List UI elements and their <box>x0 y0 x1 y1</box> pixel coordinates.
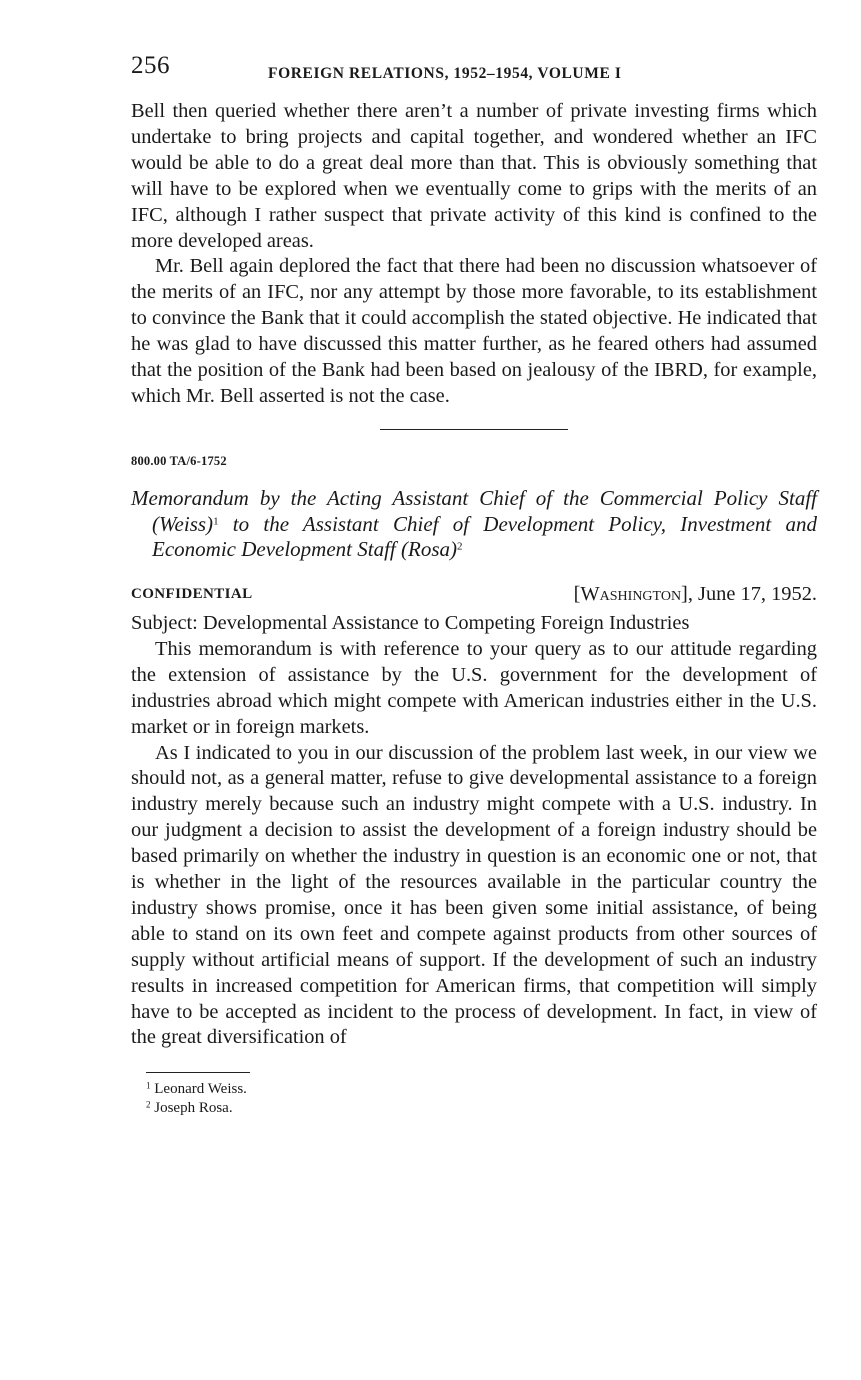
file-number: 800.00 TA/6-1752 <box>131 453 227 468</box>
document-title <box>131 486 817 563</box>
footnote-2 <box>146 1099 817 1118</box>
footnote-text-2: Joseph Rosa. <box>154 1100 233 1117</box>
title-part-1: Memorandum by the Acting Assistant Chief of the Commercial Policy Staff (Weiss) <box>131 485 817 536</box>
place: [Washington] <box>573 582 688 605</box>
classification-label: CONFIDENTIAL <box>131 585 253 602</box>
previous-paragraph-1: Bell then queried whether there aren’t a number of private investing firms which undertake to bring projects and capital together, and wondered whether an IFC would be able to do a great deal more than that. This is obviously something that will have to be explored when we eventually come to grips with the merits of an IFC, although I rather suspect that private activity of this kind is confined to the more developed areas. <box>131 100 817 252</box>
subject-line: Subject: Developmental Assistance to Competing Foreign Industries <box>131 611 690 634</box>
place-date <box>574 583 817 606</box>
dateline <box>131 583 817 609</box>
memo-paragraph-1: This memorandum is with reference to your query as to our attitude regarding the extension of assistance by the U.S. government for the development of industries abroad which might compete with American industries either in the U.S. market or in foreign markets. <box>131 637 817 738</box>
title-part-2: to the Assistant Chief of Development Policy, Investment and Economic Development Staff (Rosa) <box>152 511 817 562</box>
previous-paragraph-2: Mr. Bell again deplored the fact that there had been no discussion whatsoever of the merits of an IFC, nor any attempt by those more favorable, to its establishment to convince the Bank that it could accomplish the stated objective. He indicated that he was glad to have discussed this matter further, as he feared others had assumed that the position of the Bank had been based on jealousy of the IBRD, for example, which Mr. Bell asserted is not the case. <box>131 255 817 407</box>
memo-paragraph-2: As I indicated to you in our discussion of the problem last week, in our view we should not, as a general matter, refuse to give developmental assistance to a foreign industry merely because such an industry might compete with a U.S. industry. In our judgment a decision to assist the development of a foreign industry should be based primarily on whether the industry in question is an economic one or not, that is whether in the light of the resources available in the particular country the industry shows promise, once it has been given some initial assistance, of being able to stand on its own feet and compete against products from other sources of supply without artificial means of support. If the development of such an industry results in increased competition for American firms, that competition will simply have to be accepted as incident to the process of development. In fact, in view of the great diversification of <box>131 741 817 1049</box>
page-number: 256 <box>131 52 170 79</box>
section-divider <box>380 429 568 430</box>
date: , June 17, 1952. <box>687 582 817 605</box>
footnotes <box>146 1080 817 1118</box>
running-head <box>131 52 817 88</box>
footnote-1 <box>146 1080 817 1099</box>
footnote-divider <box>146 1072 250 1073</box>
footnote-text-1: Leonard Weiss. <box>154 1081 247 1098</box>
footnote-ref-1: 1 <box>213 514 219 527</box>
footnote-marker-1: 1 <box>146 1080 151 1091</box>
footnote-marker-2: 2 <box>146 1099 151 1110</box>
footnote-ref-2: 2 <box>457 540 463 553</box>
running-title: FOREIGN RELATIONS, 1952–1954, VOLUME I <box>268 65 622 82</box>
document-page <box>131 52 817 1118</box>
